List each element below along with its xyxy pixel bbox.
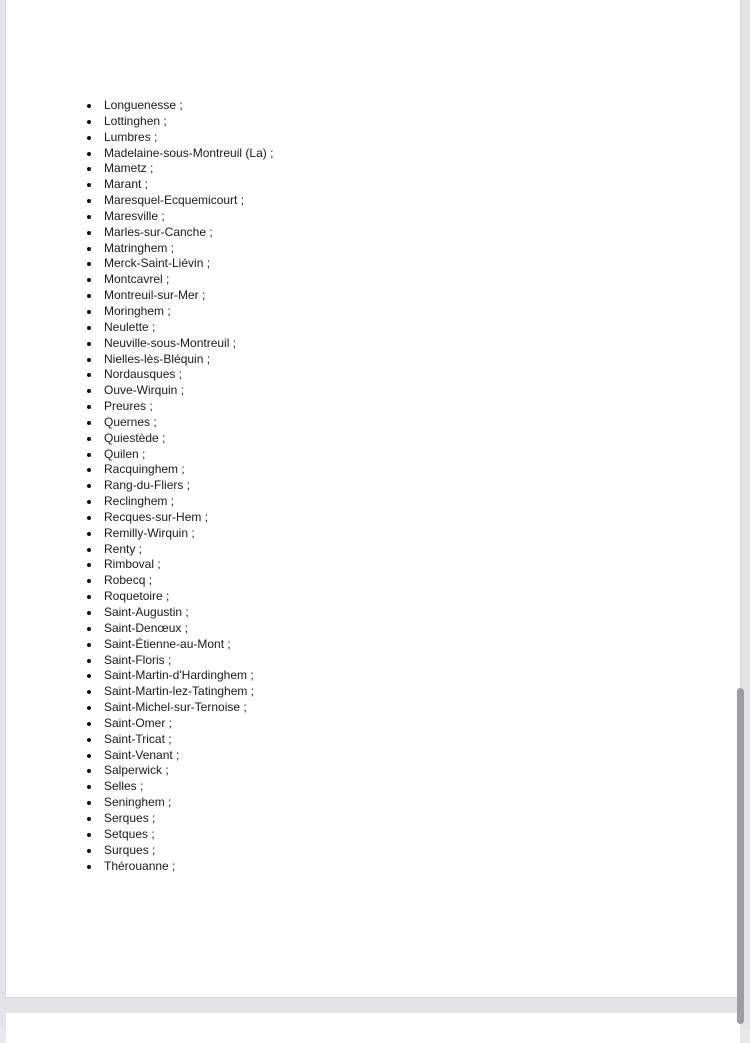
list-item xyxy=(0,98,273,114)
bullet-icon xyxy=(87,722,91,726)
list-item xyxy=(0,478,273,494)
bullet-icon xyxy=(87,183,91,187)
bullet-icon xyxy=(87,373,91,377)
commune-name: Neuville-sous-Montreuil ; xyxy=(104,335,237,350)
commune-name: Saint-Floris ; xyxy=(104,652,172,667)
list-item xyxy=(0,732,273,748)
list-item xyxy=(0,779,273,795)
list-item xyxy=(0,684,273,700)
bullet-icon xyxy=(87,627,91,631)
list-item xyxy=(0,843,273,859)
bullet-icon xyxy=(87,833,91,837)
commune-name: Saint-Omer ; xyxy=(104,715,173,730)
commune-name: Setques ; xyxy=(104,826,155,841)
bullet-icon xyxy=(87,326,91,330)
list-item xyxy=(0,114,273,130)
list-item xyxy=(0,748,273,764)
bullet-icon xyxy=(87,120,91,124)
bullet-icon xyxy=(87,294,91,298)
list-item xyxy=(0,557,273,573)
list-item xyxy=(0,573,273,589)
bullet-icon xyxy=(87,358,91,362)
commune-name: Lumbres ; xyxy=(104,129,158,144)
bullet-icon xyxy=(87,247,91,251)
list-item xyxy=(0,272,273,288)
list-item xyxy=(0,637,273,653)
commune-name: Serques ; xyxy=(104,810,156,825)
list-item xyxy=(0,304,273,320)
bullet-icon xyxy=(87,231,91,235)
list-item xyxy=(0,193,273,209)
bullet-icon xyxy=(87,152,91,156)
commune-name: Quiestède ; xyxy=(104,430,166,445)
list-item xyxy=(0,352,273,368)
list-item xyxy=(0,161,273,177)
commune-name: Ouve-Wirquin ; xyxy=(104,383,185,398)
commune-name: Moringhem ; xyxy=(104,303,171,318)
commune-name: Renty ; xyxy=(104,541,143,556)
bullet-icon xyxy=(87,738,91,742)
bullet-icon xyxy=(87,136,91,140)
commune-name: Quernes ; xyxy=(104,414,157,429)
bullet-icon xyxy=(87,785,91,789)
bullet-icon xyxy=(87,516,91,520)
bullet-icon xyxy=(87,278,91,282)
list-item xyxy=(0,859,273,875)
bullet-icon xyxy=(87,611,91,615)
commune-name: Saint-Martin-lez-Tatinghem ; xyxy=(104,684,255,699)
list-item xyxy=(0,510,273,526)
bullet-icon xyxy=(87,389,91,393)
bullet-icon xyxy=(87,865,91,869)
list-item xyxy=(0,241,273,257)
list-item xyxy=(0,447,273,463)
commune-name: Saint-Martin-d'Hardinghem ; xyxy=(104,668,254,683)
commune-name: Matringhem ; xyxy=(104,240,175,255)
list-item xyxy=(0,668,273,684)
list-item xyxy=(0,700,273,716)
commune-name: Lottinghen ; xyxy=(104,113,167,128)
list-item xyxy=(0,526,273,542)
bullet-icon xyxy=(87,595,91,599)
commune-name: Recques-sur-Hem ; xyxy=(104,509,209,524)
list-item xyxy=(0,225,273,241)
commune-name: Nordausques ; xyxy=(104,367,183,382)
bullet-icon xyxy=(87,532,91,536)
commune-name: Longuenesse ; xyxy=(104,98,183,112)
bullet-icon xyxy=(87,215,91,219)
commune-name: Madelaine-sous-Montreuil (La) ; xyxy=(104,145,274,160)
bullet-icon xyxy=(87,342,91,346)
commune-name: Merck-Saint-Liévin ; xyxy=(104,256,211,271)
next-document-page xyxy=(6,1013,740,1043)
list-item xyxy=(0,367,273,383)
commune-list xyxy=(0,98,273,874)
bullet-icon xyxy=(87,849,91,853)
commune-name: Robecq ; xyxy=(104,573,153,588)
bullet-icon xyxy=(87,468,91,472)
list-item xyxy=(0,209,273,225)
list-item xyxy=(0,621,273,637)
list-item xyxy=(0,415,273,431)
commune-name: Mametz ; xyxy=(104,161,154,176)
list-item xyxy=(0,542,273,558)
bullet-icon xyxy=(87,405,91,409)
list-item xyxy=(0,605,273,621)
list-item xyxy=(0,383,273,399)
commune-name: Maresquel-Ecquemicourt ; xyxy=(104,193,245,208)
bullet-icon xyxy=(87,769,91,773)
bullet-icon xyxy=(87,262,91,266)
commune-name: Seninghem ; xyxy=(104,795,172,810)
bullet-icon xyxy=(87,453,91,457)
commune-name: Thérouanne ; xyxy=(104,858,176,873)
commune-name: Salperwick ; xyxy=(104,763,169,778)
commune-name: Racquinghem ; xyxy=(104,462,185,477)
bullet-icon xyxy=(87,104,91,108)
bullet-icon xyxy=(87,706,91,710)
commune-name: Montreuil-sur-Mer ; xyxy=(104,288,206,303)
bullet-icon xyxy=(87,817,91,821)
commune-name: Saint-Augustin ; xyxy=(104,605,189,619)
commune-name: Saint-Tricat ; xyxy=(104,731,172,746)
bullet-icon xyxy=(87,421,91,425)
commune-name: Preures ; xyxy=(104,399,153,414)
list-item xyxy=(0,763,273,779)
bullet-icon xyxy=(87,643,91,647)
commune-name: Saint-Venant ; xyxy=(104,747,180,762)
commune-name: Roquetoire ; xyxy=(104,589,170,604)
bullet-icon xyxy=(87,500,91,504)
list-item xyxy=(0,589,273,605)
list-item xyxy=(0,811,273,827)
list-item xyxy=(0,399,273,415)
list-item xyxy=(0,130,273,146)
commune-name: Nielles-lès-Bléquin ; xyxy=(104,351,211,366)
bullet-icon xyxy=(87,690,91,694)
list-item xyxy=(0,795,273,811)
commune-name: Saint-Étienne-au-Mont ; xyxy=(104,636,231,651)
commune-name: Surques ; xyxy=(104,842,156,857)
list-item xyxy=(0,256,273,272)
bullet-icon xyxy=(87,548,91,552)
commune-name: Rang-du-Fliers ; xyxy=(104,478,191,493)
bullet-icon xyxy=(87,754,91,758)
commune-name: Montcavrel ; xyxy=(104,272,170,287)
bullet-icon xyxy=(87,674,91,678)
commune-name: Neulette ; xyxy=(104,319,156,334)
list-item xyxy=(0,716,273,732)
bullet-icon xyxy=(87,801,91,805)
list-item xyxy=(0,177,273,193)
commune-name: Saint-Denœux ; xyxy=(104,620,189,635)
commune-name: Remilly-Wirquin ; xyxy=(104,525,195,540)
commune-name: Selles ; xyxy=(104,779,144,794)
commune-name: Marant ; xyxy=(104,177,149,192)
commune-name: Saint-Michel-sur-Ternoise ; xyxy=(104,700,247,715)
list-item xyxy=(0,320,273,336)
list-item xyxy=(0,431,273,447)
list-item xyxy=(0,653,273,669)
list-item xyxy=(0,288,273,304)
bullet-icon xyxy=(87,659,91,663)
list-item xyxy=(0,827,273,843)
commune-name: Rimboval ; xyxy=(104,557,161,572)
commune-name: Reclinghem ; xyxy=(104,494,175,509)
vertical-scrollbar[interactable] xyxy=(737,688,744,1024)
commune-name: Quilen ; xyxy=(104,446,146,461)
bullet-icon xyxy=(87,199,91,203)
bullet-icon xyxy=(87,437,91,441)
bullet-icon xyxy=(87,310,91,314)
bullet-icon xyxy=(87,563,91,567)
list-item xyxy=(0,462,273,478)
commune-name: Maresville ; xyxy=(104,208,165,223)
list-item xyxy=(0,494,273,510)
bullet-icon xyxy=(87,579,91,583)
bullet-icon xyxy=(87,484,91,488)
bullet-icon xyxy=(87,167,91,171)
list-item xyxy=(0,146,273,162)
commune-name: Marles-sur-Canche ; xyxy=(104,224,213,239)
list-item xyxy=(0,336,273,352)
